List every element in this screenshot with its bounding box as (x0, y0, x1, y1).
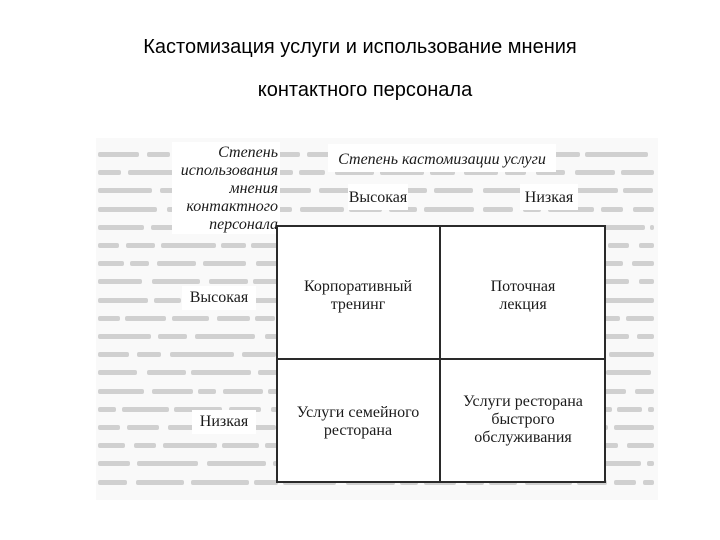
grid-top-border (276, 225, 606, 227)
row-axis-title-line: использования (180, 162, 278, 179)
row-axis-title (174, 144, 278, 234)
row-axis-title-line: мнения (229, 180, 278, 197)
row-axis-title-line: Степень (218, 144, 278, 161)
row-header-high: Высокая (189, 289, 249, 306)
scanned-diagram (96, 138, 658, 500)
column-header-low: Низкая (524, 189, 574, 206)
cell-line: быстрого (491, 411, 555, 428)
cell-line: Услуги семейного (296, 404, 420, 421)
cell-low-high (280, 404, 436, 440)
cell-line: Корпоративный (303, 278, 413, 295)
customization-matrix (96, 138, 658, 500)
row-axis-title-line: персонала (209, 216, 278, 233)
row-header-low: Низкая (199, 413, 249, 430)
grid-horizontal-divider (276, 358, 606, 360)
cell-line: обслуживания (474, 429, 572, 446)
grid-left-border (276, 225, 278, 482)
grid-bottom-border (276, 481, 606, 483)
cell-low-low (444, 393, 602, 447)
cell-line: тренинг (330, 296, 386, 313)
cell-high-low (444, 278, 602, 314)
column-header-high: Высокая (348, 189, 408, 206)
cell-line: ресторана (323, 422, 393, 439)
cell-line: лекция (499, 296, 547, 313)
grid-right-border (604, 225, 606, 482)
column-axis-title: Степень кастомизации услуги (338, 151, 546, 168)
cell-line: Услуги ресторана (463, 393, 583, 410)
slide-title-line-1: Кастомизация услуги и использование мнения (143, 36, 577, 58)
cell-line: Поточная (490, 278, 556, 295)
cell-high-high (280, 278, 436, 314)
slide-title-line-2: контактного персонала (257, 79, 473, 101)
row-axis-title-line: контактного (186, 198, 278, 215)
grid-vertical-divider (439, 225, 441, 482)
